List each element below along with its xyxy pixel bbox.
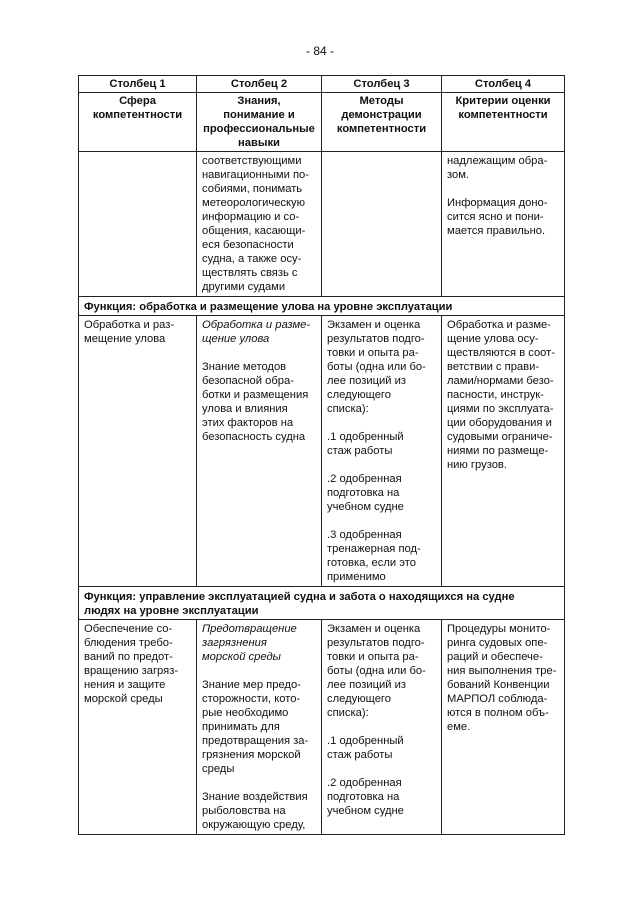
- cont-cell-4-part-b: Информация доно- сится ясно и пони- мается правильно.: [447, 197, 548, 237]
- f2-methods-item-1: .1 одобренный стаж работы: [327, 735, 404, 761]
- column-title-1: Сфера компетентности: [79, 93, 197, 152]
- f2-knowledge-text-1: Знание мер предо- сторожности, кото- рые необходимо принимать для предотвращения за- грязнения морской среды: [202, 679, 309, 775]
- f1-knowledge-title: Обработка и разме- щение улова: [202, 319, 311, 345]
- f2-methods-item-2: .2 одобренная подготовка на учебном судне: [327, 777, 404, 817]
- f2-competence: Обеспечение со- блюдения требо- ваний по предот- вращению загряз- нения и защите морской среды: [79, 620, 197, 835]
- cont-cell-4-part-a: надлежащим обра- зом.: [447, 155, 548, 181]
- page-number: - 84 -: [305, 44, 334, 58]
- f1-methods: [322, 316, 442, 587]
- f2-knowledge-title: Предотвращение загрязнения морской среды: [202, 623, 297, 663]
- f1-methods-item-2: .2 одобренная подготовка на учебном судне: [327, 473, 404, 513]
- column-ids-row: [79, 76, 565, 93]
- column-title-3: Методы демонстрации компетентности: [322, 93, 442, 152]
- pollution-prevention-row: [79, 620, 565, 835]
- f1-methods-intro: Экзамен и оценка результатов подго- товки и опыта ра- боты (одна или бо- лее позиций из следующего списка):: [327, 319, 426, 415]
- continuation-row: [79, 152, 565, 297]
- f1-knowledge-text: Знание методов безопасной обра- ботки и размещения улова и влияния этих факторов на безопасность судна: [202, 361, 309, 443]
- f1-methods-item-3: .3 одобренная тренажерная под- готовка, если это применимо: [327, 529, 421, 583]
- f1-knowledge: [197, 316, 322, 587]
- f2-methods-intro: Экзамен и оценка результатов подго- товки и опыта ра- боты (одна или бо- лее позиций из следующего списка):: [327, 623, 426, 719]
- cont-cell-3: [322, 152, 442, 297]
- column-titles-row: [79, 93, 565, 152]
- f2-criteria: Процедуры монито- ринга судовых опе- раций и обеспече- ния выполнения тре- бований Конвенции МАРПОЛ соблюда- ются в полном объ- еме.: [442, 620, 565, 835]
- competence-table: [78, 75, 565, 835]
- catch-handling-row: [79, 316, 565, 587]
- function-title-2: Функция: управление эксплуатацией судна и забота о находящихся на судне людях на уровне эксплуатации: [79, 587, 565, 620]
- column-id-1: Столбец 1: [79, 76, 197, 93]
- cont-cell-2: соответствующими навигационными по- собиями, понимать метеорологическую информацию и со- общения, касающи- еся безопасности судна, а также осу- ществлять связь с другими судами: [197, 152, 322, 297]
- cont-cell-1: [79, 152, 197, 297]
- column-id-3: Столбец 3: [322, 76, 442, 93]
- f2-knowledge: [197, 620, 322, 835]
- f1-criteria: Обработка и разме- щение улова осу- ществляются в соот- ветствии с прави- лами/нормами безо- пасности, инструк- циями по эксплуата- ции оборудования и судовыми ограниче- ниями по размеще- нию грузов.: [442, 316, 565, 587]
- column-title-2: Знания, понимание и профессиональные навыки: [197, 93, 322, 152]
- column-id-4: Столбец 4: [442, 76, 565, 93]
- f1-competence: Обработка и раз- мещение улова: [79, 316, 197, 587]
- f2-knowledge-text-2: Знание воздействия рыболовства на окружающую среду,: [202, 791, 308, 831]
- cont-cell-4: [442, 152, 565, 297]
- function-row-2: [79, 587, 565, 620]
- column-title-4: Критерии оценки компетентности: [442, 93, 565, 152]
- column-id-2: Столбец 2: [197, 76, 322, 93]
- function-title-1: Функция: обработка и размещение улова на уровне эксплуатации: [79, 297, 565, 316]
- f1-methods-item-1: .1 одобренный стаж работы: [327, 431, 404, 457]
- f2-methods: [322, 620, 442, 835]
- function-row-1: [79, 297, 565, 316]
